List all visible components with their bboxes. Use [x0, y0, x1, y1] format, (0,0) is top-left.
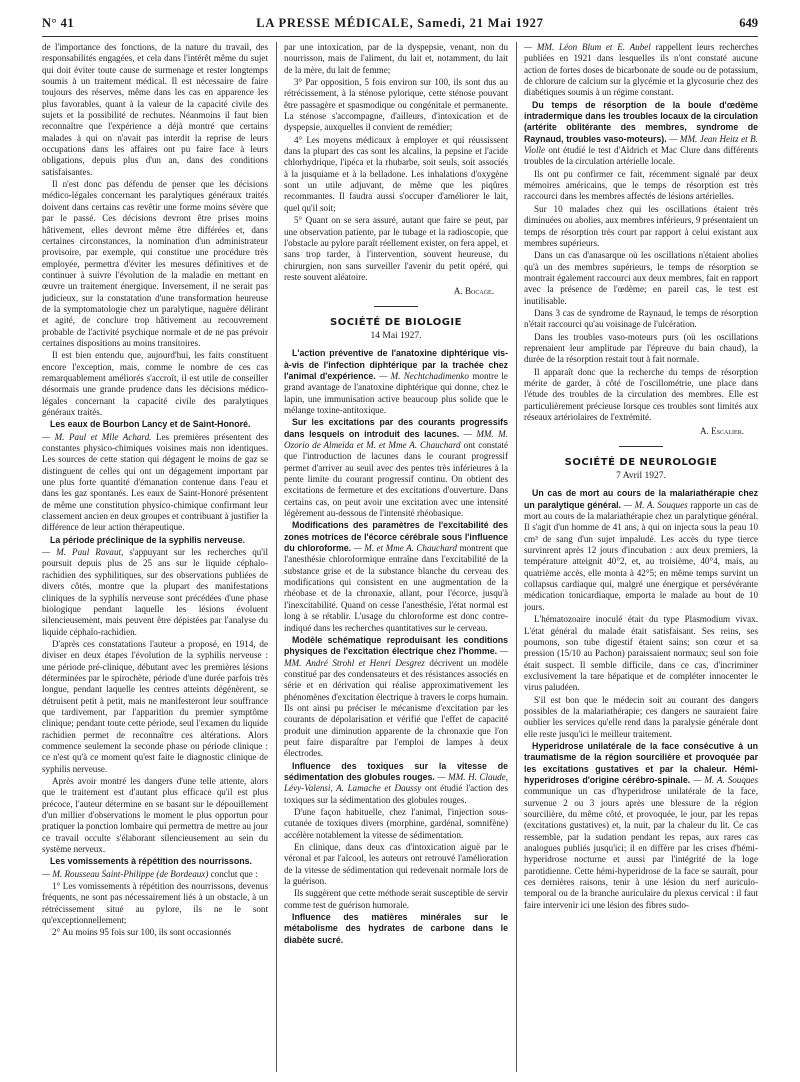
article-title: Les vomissements à répétition des nourrissons. — [50, 856, 252, 867]
paragraph: En clinique, dans deux cas d'intoxication aiguë par le véronal et par l'alcool, les auteurs ont retrouvé l'amélioration de la vitesse de sédimentation qui redevenait normale lors de la guérison. — [284, 842, 508, 887]
paragraph: Ils suggèrent que cette méthode serait susceptible de servir comme test de guérison humorale. — [284, 888, 508, 910]
paragraph: Dans 3 cas de syndrome de Raynaud, le temps de résorption n'était raccourci qu'au voisinage de l'ulcération. — [524, 307, 758, 330]
paragraph: 2° Au moins 95 fois sur 100, ils sont occasionnés — [52, 927, 231, 938]
signature: A. Bocage. — [453, 286, 494, 297]
article-text: Les premières présentent des constantes physico-chimiques voisines mais non identiques. Les sources de cette station qui dégagent le moins de gaz se distinguent de celles qui ont un dégagement important par une plus forte quantité d'émanation contenue dans l'eau et dans les gaz spontanés. Les eaux de Saint-Honoré présentent de même une constitution physico-chimique confirmant leur classement ancien en deux groupes et contribuant à justifier la différence de leur action thérapeutique. — [42, 431, 268, 533]
paragraph: Il est bien entendu que, aujourd'hui, les faits constituent encore l'exception, mais, comme le nombre de ces cas remarquablement améliorés s'accroît, il est utile de conseiller désormais une grande prudence dans les décisions médico-légales concernant la capacité civile des paralytiques généraux traités. — [42, 350, 268, 417]
article-heading — [284, 912, 508, 946]
paragraph: 5° Quant on se sera assuré, autant que faire se peut, par une observation patiente, par le tubage et la radioscopie, que l'obstacle au pylore paraît réellement exister, on fera appel, et sans trop tarder, à l'intervention, souvent heureuse, du chirurgien, non sans surveiller l'avenir du petit opéré, qui reste souvent aléatoire. — [284, 215, 508, 282]
page-number: 649 — [739, 16, 758, 30]
paragraph: Sur 10 malades chez qui les oscillations étaient très diminuées ou abolies, aux membres inférieurs, 9 présentaient un temps de résorption très court par rapport à celui existant aux membres supérieurs. — [524, 203, 758, 248]
article-text: rapporte un cas de mort au cours de la malariathérapie chez un paralytique général. Il s'agit d'un homme de 41 ans, à qui on injecta sous la peau 10 cm³ de sang d'un sujet impaludé. Les accès du type tierce survinrent après 12 jours d'incubation : aux deux premiers, la température atteignit 40°2, et, au troisième, 40°4, mais, au quatrième accès, elle monta à 42°5; en même temps survint un collapsus cardiaque qui, malgré une énergique et persévérante médication tonicardiaque, emporta le malade au bout de 10 jours. — [524, 499, 758, 612]
paragraph: D'après ces constatations l'auteur a proposé, en 1914, de diviser en deux étapes l'évolution de la syphilis nerveuse : une période pré-clinique, débutant avec les premières lésions déterminées par le spirochète, période d'une durée parfois très longue, pendant laquelle les centres atteints dégénèrent, se détruisent petit à petit, mais ne manifesteront leur souffrance que tardivement, par l'apparition du premier symptôme clinique; pendant toute cette période, seul l'examen du liquide rachidien permet de reconnaître ces altérations. Alors commence seulement la seconde phase ou période clinique : ce n'est qu'à ce moment qu'est faite le diagnostic clinique de syphilis nerveuse. — [42, 638, 268, 774]
article-text: conclut que : — [210, 868, 258, 879]
article-body — [42, 432, 268, 534]
section-title: SOCIÉTÉ DE BIOLOGIE — [330, 316, 462, 328]
paragraph: de l'importance des fonctions, de la nature du travail, des responsabilités engagées, et cela dans l'intérêt même du sujet qui doit éviter toute cause de surmenage et rester longtemps soumis à un traitement médical. Il est nécessaire de faire toujours des réserves, même dans les cas en apparence les plus favorables, quant à la valeur de la capacité civile des sujets et la possibilité de rechutes. Néanmoins il faut bien reconnaître que l'expérience a déjà montré que certains malades à qui on n'avait pas interdit la reprise de leurs occupations dans les affaires ont pu faire face à leurs obligations, depuis plus d'un an, dans des conditions satisfaisantes. — [42, 42, 268, 177]
paragraph: L'hématozoaire inoculé était du type Plasmodium vivax. L'état général du malade était satisfaisant. Ses reins, ses poumons, son tube digestif étaient sains; son cœur et sa pression (15/10 au Pachon) paraissaient normaux; seul son foie était suspect. Il semble difficile, dans ce cas, d'incriminer exclusivement la tare hépatique et de compléter innocenter le virus paludéen. — [524, 614, 758, 693]
article-body — [42, 547, 268, 638]
article-title: L'action préventive de l'anatoxine diphtérique vis-à-vis de l'infection diphtérique par la trachée chez l'animal d'expérience. — [284, 348, 508, 381]
article-heading — [524, 488, 758, 613]
article-authors: — M. Paul Ravaut, — [42, 547, 124, 558]
column-divider — [516, 42, 517, 1072]
article-text: ont étudié l'action des toxiques sur la sédimentation des globules rouges. — [284, 783, 508, 805]
article-title: Sur les excitations par des courants progressifs dans lesquels on introduit des lacunes. — [284, 417, 508, 439]
paragraph: 4° Les moyens médicaux à employer et qui réussissent dans la plupart des cas sont les alcalins, la pepsine et l'acide chlorhydrique, l'ipéca et la rhubarbe, soit seuls, soit associés à la jusquiame et à la belladone. Les inhalations d'oxygène sont un utile adjuvant, de même que les piqûres recommantes. Il faudra aussi s'occuper d'améliorer le lait, quel qu'il soit; — [284, 134, 508, 213]
article-text: communique un cas d'hyperidrose unilatérale de la face, survenue 2 ou 3 jours après une blessure de la région sourcilière, du même côté, et provoquée, le jour, par les repas (excitations gustatives) et, la nuit, par la chaleur du lit. Ce cas ressemble, par la sudation pendant les repas, aux rares cas analogues publiés jusqu'ici; il en diffère par les crises d'hémi-hyperidrose nocturne et aussi par l'intégrité de la loge parotidienne. Cette hémi-hyperidrose de la face se sauraît, pour ces dernières raisons, tenir à une lésion du nerf auriculo-temporal ou de la branche auriculaire du plexus cervical : il faut faire intervenir ici une lésion des fibres sudo- — [524, 786, 758, 910]
article-body — [42, 869, 268, 880]
column-2 — [284, 42, 508, 1074]
paragraph: Après avoir montré les dangers d'une telle attente, alors que le traitement est d'autant plus efficace qu'il est plus précoce, l'auteur détermine en se basant sur le dépouillement d'un millier d'observations le moment le plus opportun pour pratiquer la ponction lombaire qui permettra de mettre au jour ce travail occulte s'élaborant silencieusement au sein du système nerveux. — [42, 776, 268, 855]
article-authors: — M. Nechtchadimenko — [379, 370, 469, 381]
article-authors: — M. et Mme A. Chauchard — [353, 543, 457, 554]
signature: A. Escalier. — [700, 426, 744, 437]
article-text: ont constaté que l'introduction de lacunes dans le courant progressif permet d'arriver au seuil avec des pentes très inférieures à la pente limite du courant progressif continu. On obtient des excitations de fermeture et des excitations d'ouverture. Dans certains cas, on peut avoir une excitation avec une intensité légèrement au-dessous de l'intensité rhéobasique. — [284, 440, 508, 519]
separator-rule — [374, 306, 418, 307]
article-text: ont étudié le test d'Aldrich et Mac Clure dans différents troubles de la circulation artérielle locale. — [524, 145, 758, 167]
article-authors: — M. A. Souques — [693, 774, 758, 785]
column-3 — [524, 42, 758, 1074]
article-authors: — M. Rousseau Saint-Philippe (de Bordeaux) — [42, 868, 209, 879]
paragraph: S'il est bon que le médecin soit au courant des dangers possibles de la malariathérapie; ces dangers ne sauraient faire oublier les services qu'elle rend dans la paralysie générale dont elle reste jusqu'ici le meilleur traitement. — [524, 694, 758, 739]
section-date: 7 Avril 1927. — [616, 471, 666, 482]
paragraph: Il n'est donc pas défendu de penser que les décisions médico-légales concernant les paralytiques généraux traités doivent dans certains cas revêtir une forme moins sévère que par le passé. Ces décisions devront être prises moins hâtivement, elles devront même être différées et, dans certaines circonstances, la nomination d'un administrateur provisoire, par exemple, qui constitue une procédure très employée, permettra d'éviter les mesures définitives et de continuer à suivre l'évolution de la maladie en mettant en œuvre un traitement énergique. Inversement, il ne serait pas judicieux, sur la constatation d'une transformation heureuse de la symptomatologie chez un paralytique, naguère délirant et agité, de conclure trop hâtivement au recouvrement probable de l'activité psychique normale et de ne pas prévoir certaines dispositions au moins transitoires. — [42, 179, 268, 348]
article-text: montre le grand avantage de l'anatoxine diphtérique qui donne, chez le lapin, une immunisation active beaucoup plus solide que le mélange toxine-antitoxique. — [284, 370, 508, 415]
paragraph: Il apparaît donc que la recherche du temps de résorption mérite de garder, à côté de l'oscillométrie, une place dans l'étude des troubles de la circulation des membres. Elle est particulièrement précieuse lorsque ces troubles sont limités aux réseaux artériolaires de l'extrémité. — [524, 366, 758, 422]
section-date: 14 Mai 1927. — [370, 330, 422, 341]
paragraph: Dans un cas d'anasarque où les oscillations n'étaient abolies qu'à un des membres supérieurs, le temps de résorption se montrait également raccourci aux deux membres, fait en rapport avec la présence de l'œdème; en pareil cas, le test est inutilisable. — [524, 250, 758, 306]
article-authors: — M. A. Souques — [623, 499, 688, 510]
article-authors: — MM. Jean Heitz et B. Violle — [524, 133, 758, 156]
column-1 — [42, 42, 268, 1074]
article-title: Un cas de mort au cours de la malariathérapie chez un paralytique général. — [524, 488, 758, 510]
article-heading — [284, 520, 508, 633]
article-heading — [524, 741, 758, 911]
article-title: Influence des toxiques sur la vitesse de sédimentation des globules rouges. — [284, 760, 508, 782]
paragraph: 3° Par opposition, 5 fois environ sur 100, ils sont dus au rétrécissement, à la sténose pylorique, cette sténose pouvant être passagère et spasmodique ou congénitale et permanente. La sténose s'accompagne, d'ailleurs, d'intoxication et de dyspepsie, auxquelles il convient de remédier; — [284, 77, 508, 133]
article-text: décrivent un modèle constitué par des condensateurs et des résistances associés en série et en dérivation qui réalise approximativement les phénomènes d'excitation électrique à travers le corps humain. Ils ont ainsi pu préciser le mécanisme d'excitation par les courants de dépolarisation et vérifié que l'effet de capacité produit une diminution apparente de la chronaxie que l'on peut faire disparaître par l'emploi de lampes à deux électrodes. — [284, 657, 508, 759]
article-title: La période préclinique de la syphilis nerveuse. — [50, 534, 246, 545]
paragraph: Ils ont pu confirmer ce fait, récemment signalé par deux mémoires américains, que le temps de résorption est très raccourci dans les membres affectés de lésions artérielles. — [524, 168, 758, 202]
header-rule — [42, 36, 758, 37]
article-authors: — MM. M. Ozorio de Almeida et M. et Mme A. Chauchard — [284, 428, 508, 450]
article-title: Modifications des paramètres de l'excitabilité des zones motrices de l'écorce cérébrale sous l'influence du chloroforme. — [284, 520, 508, 554]
paragraph: D'une façon habituelle, chez l'animal, l'injection sous-cutanée de toxiques divers (morphine, gardénal, somnifène) accélère notablement la vitesse de sédimentation. — [284, 807, 508, 840]
article-authors: — M. Paul et Mlle Achard. — [42, 431, 152, 442]
article-text: s'appuyant sur les recherches qu'il poursuit depuis plus de 25 ans sur le liquide céphalo-rachidien des syphilitiques, sur des observations publiées de divers côtés, montre que la plupart des manifestations cliniques de la syphilis nerveuse sont précédées d'une phase biologique pendant laquelle les lésions évoluent silencieusement, mais peuvent être dépistées par l'analyse du liquide céphalo-rachidien. — [42, 547, 268, 637]
article-authors: — MM. H. Claude, Lévy-Valensi, A. Lamache et Daussy — [284, 771, 508, 794]
article-heading — [284, 761, 508, 806]
article-heading — [42, 535, 268, 546]
article-heading — [524, 100, 758, 168]
article-text: montrent que l'anesthésie chloroformique entraîne dans l'excitabilité de la substance grise et de la substance blanche du cerveau des modifications qui consistent en une augmentation de la rhéobase et de la chronaxie, allant, pour l'écorce, jusqu'à l'inexcitabilité. Quand on cesse l'anesthésie, l'état normal est long à se rétablir. L'usage du chloroforme est donc contre-indiqué dans les recherches quantitatives sur le cerveau. — [284, 543, 508, 633]
paragraph: Dans les troubles vaso-moteurs purs (où les oscillations reprenaient leur amplitude par l'épreuve du bain chaud), la durée de la résorption restait tout à fait normale. — [524, 331, 758, 365]
article-heading — [284, 417, 508, 519]
article-title: Les eaux de Bourbon Lancy et de Saint-Honoré. — [50, 419, 251, 430]
article-body — [524, 42, 758, 99]
paragraph: 1° Les vomissements à répétition des nourrissons, devenus fréquents, ne sont pas nécessairement liés à un obstacle, à un rétrécissement situé au pylore, ils ne le sont qu'exceptionnellement; — [42, 881, 268, 926]
paragraph: par une intoxication, par de la dyspepsie, venant, non du nourrisson, mais de l'aliment, du lait et, notamment, du lait de la mère, du lait de femme; — [284, 42, 508, 75]
section-title: SOCIÉTÉ DE NEUROLOGIE — [564, 456, 718, 468]
article-authors: — MM. Léon Blum et E. Aubel — [524, 42, 651, 52]
issue-number: N° 41 — [42, 16, 75, 30]
article-heading — [42, 419, 268, 430]
article-heading — [284, 635, 508, 760]
article-heading — [42, 856, 268, 867]
journal-title: LA PRESSE MÉDICALE, Samedi, 21 Mai 1927 — [256, 16, 544, 30]
article-heading — [284, 348, 508, 416]
article-title: Modèle schématique reproduisant les conditions physiques de l'excitation électrique chez l'homme. — [284, 634, 508, 657]
column-divider — [276, 42, 277, 1072]
article-title: Hyperidrose unilatérale de la face consécutive à un traumatisme de la région sourcilière et provoquée par les excitations gustatives et par la chaleur. Hémi-hyperidroses d'origine cérébro-spinale. — [524, 740, 758, 785]
article-title: Du temps de résorption de la boule d'œdème intradermique dans les troubles locaux de la circulation (artérite oblitérante des membres, syndrome de Raynaud, troubles vaso-moteurs). — [524, 99, 758, 144]
separator-rule — [619, 446, 663, 447]
article-text: rappellent leurs recherches publiées en 1921 dans lesquelles ils n'ont constaté aucune action de fortes doses de bicarbonate de soude ou de potassium, de chlorure de calcium sur la glycémie et la glycosurie chez des diabétiques soumis à un régime constant. — [524, 42, 758, 98]
article-title: Influence des matières minérales sur le métabolisme des hydrates de carbone dans le diabète sucré. — [284, 912, 508, 945]
article-authors: — MM. André Strohl et Henri Desgrez — [284, 646, 508, 668]
page-header — [42, 16, 758, 34]
